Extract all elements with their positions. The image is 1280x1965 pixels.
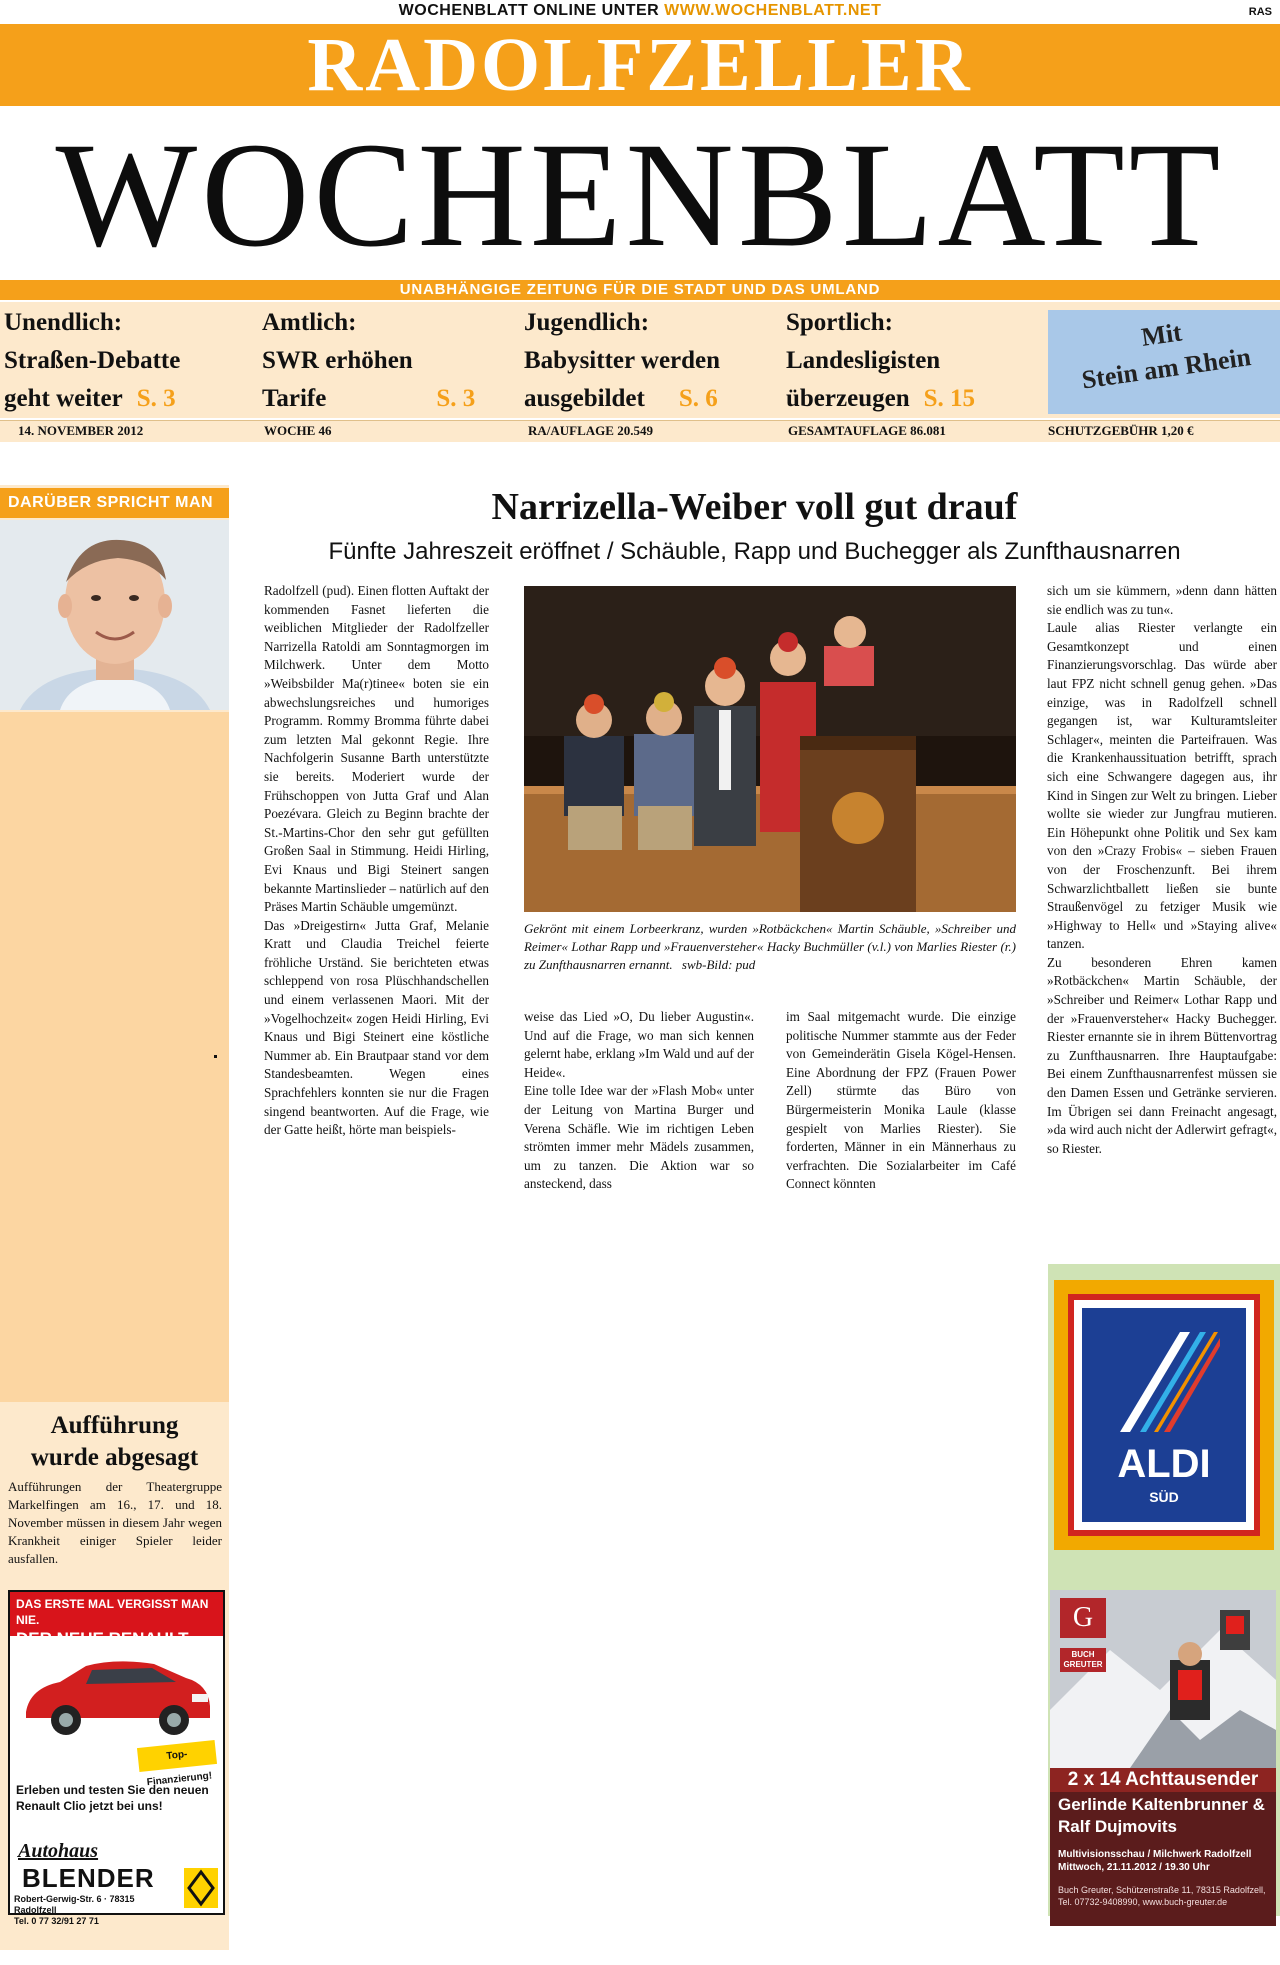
renault-logo-icon	[184, 1868, 218, 1908]
teaser-line: Babysitter werden	[524, 347, 721, 374]
teaser-4[interactable]	[786, 304, 1036, 418]
total-circulation: GESAMTAUFLAGE 86.081	[788, 423, 946, 438]
stray-dot	[214, 1055, 217, 1058]
renault-line1: DAS ERSTE MAL VERGISST MAN NIE.	[16, 1597, 209, 1627]
car-illustration	[16, 1644, 217, 1744]
article-paragraph: Radolfzell (pud). Einen flotten Auftakt der kommenden Fasnet lieferten die weiblichen Mitglieder der Radolfzeller Narrizella Ratoldi am Sonntagmorgen im Milchwerk. Unter dem Motto »Weibsbilder Ma(r)tinee« boten sie ein abwechslungsreiches und humoriges Programm. Rommy Bromma führte dabei zum letzten Mal gekonnt Regie. Ihre Nachfolgerin Susanne Barth unterstützte sie bereits. Moderiert wurde der Frühschoppen von Jutta Graf und Alan Poezévara. Gleich zu Beginn brachte der St.-Martins-Chor den sehr gut gefüllten Großen Saal in Stimmung. Heidi Hirling, Evi Knaus und Bigi Steinert sangen bekannte Martinslieder – natürlich auf den Präses Martin Schäuble umgemünzt.	[264, 583, 489, 915]
teaser-kicker: Sportlich:	[786, 309, 893, 336]
article-column-3	[786, 1008, 1016, 1194]
edition-code: RAS	[1248, 6, 1272, 18]
renault-cta: Erleben und testen Sie den neuen Renault Clio jetzt bei uns!	[16, 1783, 209, 1813]
event-date: Mittwoch, 21.11.2012 / 19.30 Uhr	[1058, 1862, 1210, 1873]
online-line	[0, 2, 1280, 20]
teaser-kicker: Jugendlich:	[524, 309, 650, 336]
teaser-page: S. 6	[678, 385, 718, 412]
article-paragraph: im Saal mitgemacht wurde. Die einzige politische Nummer stammte aus der Feder von Gemeinderätin Gisela Kögel-Hensen. Eine Abordnung der FPZ (Frauen Power Zell) stürmte das Büro von Bürgermeisterin Monika Laule (klasse gespielt von Marlies Riester). Sie forderten, Männer in ein Männerhaus zu verfrachten. Die Sozialarbeiter im Café Connect könnten	[786, 1009, 1016, 1192]
article-paragraph: sich um sie kümmern, »denn dann hätten sie endlich was zu tun«.	[1047, 583, 1277, 617]
aldi-stripes-icon	[1110, 1332, 1220, 1432]
teaser-3[interactable]	[524, 304, 774, 418]
renault-ad-header	[10, 1592, 223, 1670]
buch-greuter-logo-text: BUCH GREUTER	[1060, 1648, 1106, 1672]
dealer-logo-name: BLENDER	[22, 1863, 155, 1893]
renault-ad[interactable]	[8, 1590, 225, 1926]
event-info	[1058, 1848, 1272, 1874]
dealer-phone: Tel. 0 77 32/91 27 71	[14, 1916, 99, 1926]
event-title: 2 x 14 Achttausender	[1050, 1768, 1276, 1792]
cover-price: SCHUTZGEBÜHR 1,20 €	[1048, 423, 1194, 438]
teaser-line: geht weiter	[4, 385, 123, 412]
aldi-name: ALDI	[1117, 1442, 1211, 1486]
article-photo	[524, 586, 1016, 912]
teaser-1[interactable]	[4, 304, 234, 418]
issue-date: 14. NOVEMBER 2012	[18, 423, 144, 438]
teaser-line: Straßen-Debatte	[4, 347, 181, 374]
online-url-link[interactable]: WWW.WOCHENBLATT.NET	[664, 2, 882, 19]
stage-photo-illustration	[524, 586, 1016, 912]
article-paragraph: Das »Dreigestirn« Jutta Graf, Melanie Kratt und Claudia Treichel feierte fröhliche Urständ. Sie berichteten etwas schleppend von rosa Plüschhandschellen und einem verlassenen Maori. Mit der »Vogelhochzeit« zogen Heidi Hirling, Evi Knaus und Bigi Steinert eine köstliche Nummer ab. Ein Brautpaar stand vor dem Standesbeamten. Wegen eines Sprachfehlers konnten sie nur die Fragen singend beantworten. Auf die Frage, wie der Gatte heißt, hörte man beispiels-	[264, 917, 489, 1138]
renault-line2: DER NEUE RENAULT CLIO.	[16, 1629, 189, 1670]
article-column-2	[524, 1008, 754, 1194]
event-speakers: Gerlinde Kaltenbrunner & Ralf Dujmovits	[1058, 1795, 1265, 1836]
financing-badge: Top-Finanzierung!	[137, 1740, 217, 1772]
teaser-page: S. 3	[136, 385, 176, 412]
masthead-banner	[0, 24, 1280, 106]
teaser-line: ausgebildet	[524, 385, 645, 412]
aldi-ad[interactable]	[1054, 1280, 1274, 1550]
note-body: Aufführungen der Theatergruppe Markelfingen am 16., 17. und 18. November müssen in diesem Jahr wegen Krankheit einiger Spieler leider ausfallen.	[8, 1479, 222, 1566]
note-title-line2: wurde abgesagt	[30, 1444, 199, 1471]
portrait-illustration	[0, 520, 229, 710]
teaser-page: S. 15	[923, 385, 976, 412]
local-circulation: RA/AUFLAGE 20.549	[528, 423, 653, 438]
article-subhead: Fünfte Jahreszeit eröffnet / Schäuble, Rapp und Buchegger als Zunfthausnarren	[328, 538, 1181, 565]
article-paragraph: Zu besonderen Ehren kamen »Rotbäckchen« Martin Schäuble, der »Schreiber und Reimer« Lothar Rapp und der »Frauenversteher« Hacky Buchegger. Riester ernannte sie in ihrem Büttenvortrag zu Zunfthausnarren. Ihre Hauptaufgabe: Bei einem Zunfthausnarrenfest müssen sie den Damen Essen und Getränke servieren. Im Übrigen sei dann Freinacht angesagt, »da wird auch nicht der Adlerwirt gefragt«, so Riester.	[1047, 954, 1277, 1156]
buch-greuter-ad[interactable]	[1050, 1590, 1276, 1926]
note-title	[0, 1410, 229, 1474]
teaser-kicker: Unendlich:	[4, 309, 123, 336]
caption-text: Gekrönt mit einem Lorbeerkranz, wurden »Rotbäckchen« Martin Schäuble, »Schreiber und Reimer« Lothar Rapp und »Frauenversteher« Hacky Buchmüller (v.l.) von Marlies Riester (r.) zu Zunfthausnarren ernannt.	[524, 921, 1016, 972]
article-column-1	[264, 582, 489, 1140]
teaser-line: SWR erhöhen	[262, 347, 413, 374]
dealer-address	[14, 1894, 174, 1927]
buch-greuter-logo: G	[1060, 1598, 1106, 1638]
aldi-logo-frame	[1068, 1294, 1260, 1536]
masthead-title-top: RADOLFZELLER	[307, 23, 973, 107]
masthead-tagline: UNABHÄNGIGE ZEITUNG FÜR DIE STADT UND DAS UMLAND	[0, 280, 1280, 300]
dealer-logo-script: Autohaus	[18, 1840, 99, 1862]
stein-line2: Stein am Rhein	[1079, 342, 1253, 395]
aldi-logo	[1082, 1308, 1246, 1522]
online-prefix: WOCHENBLATT ONLINE UNTER	[398, 2, 665, 19]
teaser-line: Landesligisten	[786, 347, 941, 374]
event-venue: Multivisionsschau / Milchwerk Radolfzell	[1058, 1849, 1252, 1860]
article-paragraph: Laule alias Riester verlangte ein Gesamtkonzept und einen Finanzierungsvorschlag. Das würde aber laut FPZ nicht schnell genug gehen. »Das einzige, was in Radolfzell schnell gegangen ist, war Kulturamtsleiter Schlager«, meinten die Parteifrauen. Was die Krankenhaussituation betrifft, sprach sich eine Schwangere dagegen aus, ihr Kind in Singen zur Welt zu bringen. Lieber wollte sie wieder zur Jungfrau mutieren. Ein Höhepunkt ohne Politik und Sex kam von den »Crazy Frobis« – sieben Frauen von der Froschenzunft. Bei ihrem Schwarzlichtballett ließen sie bunte Straußenvögel zu fetziger Musik wie »Highway to Hell« und »Staying alive« tanzen.	[1047, 620, 1277, 952]
dealer-street: Robert-Gerwig-Str. 6 · 78315 Radolfzell	[14, 1894, 135, 1915]
teaser-2[interactable]	[262, 304, 502, 418]
issue-week: WOCHE 46	[264, 423, 332, 438]
sidebar-section-label: DARÜBER SPRICHT MAN	[0, 488, 229, 518]
portrait-photo	[0, 520, 229, 710]
article-paragraph: weise das Lied »O, Du lieber Augustin«. Und auf die Frage, wo man sich kennen gelernt habe, erklang »Im Wald und auf der Heide«.	[524, 1009, 754, 1080]
article-headline: Narrizella-Weiber voll gut drauf	[491, 486, 1018, 528]
teaser-kicker: Amtlich:	[262, 309, 357, 336]
stein-line1: Mit	[1139, 317, 1184, 352]
article-paragraph: Eine tolle Idee war der »Flash Mob« unter der Leitung von Martina Burger und Verena Schäfle. Wie im richtigen Leben strömten immer mehr Mädels zusammen, um zu tanzen. Die Aktion war so ansteckend, dass	[524, 1083, 754, 1192]
left-sidebar-tint	[0, 712, 229, 1402]
teaser-page: S. 3	[436, 385, 476, 412]
teaser-line: Tarife	[262, 385, 327, 412]
aldi-region: SÜD	[1149, 1489, 1179, 1505]
article-column-4	[1047, 582, 1277, 1158]
masthead-title-main: WOCHENBLATT	[55, 112, 1225, 278]
photo-caption	[524, 920, 1016, 974]
note-title-line1: Aufführung	[50, 1412, 179, 1439]
teaser-line: überzeugen	[786, 385, 910, 412]
photo-credit: swb-Bild: pud	[681, 957, 756, 972]
bookshop-address: Buch Greuter, Schützenstraße 11, 78315 Radolfzell, Tel. 07732-9408990, www.buch-greuter.de	[1058, 1885, 1266, 1907]
